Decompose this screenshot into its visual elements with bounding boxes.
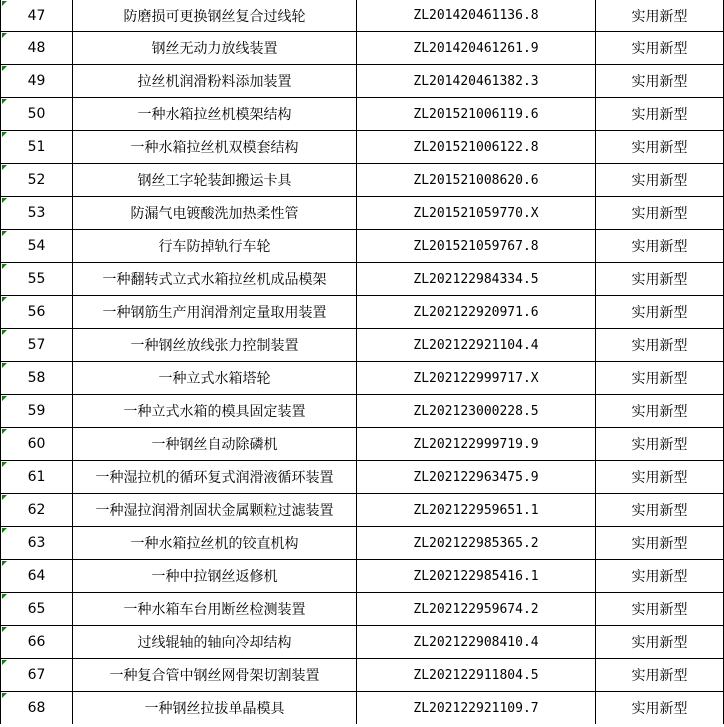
- row-number-cell[interactable]: [1, 494, 73, 527]
- patent-number-text: ZL201521059767.8: [413, 238, 539, 254]
- row-number-text: 59: [27, 403, 46, 419]
- patent-table-body: [1, 0, 724, 724]
- patent-number-cell[interactable]: [357, 362, 596, 395]
- patent-number-cell[interactable]: [357, 560, 596, 593]
- patent-number-cell[interactable]: [357, 131, 596, 164]
- patent-name-text: 一种中拉钢丝返修机: [151, 569, 278, 585]
- patent-name-cell[interactable]: [73, 263, 357, 296]
- patent-number-cell[interactable]: [357, 428, 596, 461]
- table-row[interactable]: [1, 98, 724, 131]
- table-row[interactable]: [1, 593, 724, 626]
- patent-name-text: 一种湿拉润滑剂固状金属颗粒过滤装置: [95, 503, 334, 519]
- patent-type-text: 实用新型: [631, 536, 688, 552]
- patent-type-text: 实用新型: [631, 569, 688, 585]
- patent-name-cell[interactable]: [73, 659, 357, 692]
- patent-type-text: 实用新型: [631, 206, 688, 222]
- row-number-text: 63: [27, 535, 46, 551]
- patent-type-cell[interactable]: [596, 560, 724, 593]
- table-row[interactable]: [1, 32, 724, 65]
- table-row[interactable]: [1, 197, 724, 230]
- patent-type-cell[interactable]: [596, 296, 724, 329]
- patent-name-cell[interactable]: [73, 593, 357, 626]
- patent-number-cell[interactable]: [357, 0, 596, 32]
- table-row[interactable]: [1, 428, 724, 461]
- row-number-text: 66: [27, 634, 46, 650]
- patent-name-cell[interactable]: [73, 461, 357, 494]
- table-row[interactable]: [1, 692, 724, 725]
- patent-type-text: 实用新型: [631, 338, 688, 354]
- table-row[interactable]: [1, 263, 724, 296]
- patent-type-cell[interactable]: [596, 626, 724, 659]
- row-number-text: 65: [27, 601, 46, 617]
- table-row[interactable]: [1, 131, 724, 164]
- table-row[interactable]: [1, 461, 724, 494]
- patent-type-text: 实用新型: [631, 635, 688, 651]
- patent-name-cell[interactable]: [73, 32, 357, 65]
- row-number-text: 58: [27, 370, 46, 386]
- patent-name-text: 过线辊轴的轴向冷却结构: [137, 635, 292, 651]
- patent-number-text: ZL202122911804.5: [413, 667, 539, 683]
- row-number-text: 54: [27, 238, 46, 254]
- cell-comment-marker-icon: [2, 297, 7, 302]
- cell-comment-marker-icon: [2, 660, 7, 665]
- patent-number-cell[interactable]: [357, 164, 596, 197]
- patent-number-text: ZL202122920971.6: [413, 304, 539, 320]
- patent-type-cell[interactable]: [596, 0, 724, 32]
- cell-comment-marker-icon: [2, 495, 7, 500]
- patent-number-cell[interactable]: [357, 494, 596, 527]
- cell-comment-marker-icon: [2, 528, 7, 533]
- row-number-cell[interactable]: [1, 197, 73, 230]
- patent-name-cell[interactable]: [73, 692, 357, 725]
- patent-type-text: 实用新型: [631, 272, 688, 288]
- table-row[interactable]: [1, 494, 724, 527]
- patent-type-text: 实用新型: [631, 503, 688, 519]
- row-number-text: 64: [27, 568, 46, 584]
- patent-type-text: 实用新型: [631, 140, 688, 156]
- patent-type-cell[interactable]: [596, 164, 724, 197]
- patent-name-text: 一种翻转式立式水箱拉丝机成品模架: [102, 272, 327, 288]
- patent-number-text: ZL202123000228.5: [413, 403, 539, 419]
- patent-name-text: 一种水箱拉丝机双模套结构: [130, 140, 299, 156]
- patent-name-text: 一种钢筋生产用润滑剂定量取用装置: [102, 305, 327, 321]
- patent-number-text: ZL202122984334.5: [413, 271, 539, 287]
- row-number-cell[interactable]: [1, 659, 73, 692]
- patent-number-cell[interactable]: [357, 461, 596, 494]
- patent-number-text: ZL202122959674.2: [413, 601, 539, 617]
- patent-name-cell[interactable]: [73, 98, 357, 131]
- cell-comment-marker-icon: [2, 396, 7, 401]
- cell-comment-marker-icon: [2, 231, 7, 236]
- patent-name-cell[interactable]: [73, 197, 357, 230]
- cell-comment-marker-icon: [2, 462, 7, 467]
- row-number-text: 57: [27, 337, 46, 353]
- patent-name-cell[interactable]: [73, 560, 357, 593]
- patent-name-cell[interactable]: [73, 131, 357, 164]
- row-number-text: 67: [27, 667, 46, 683]
- row-number-cell[interactable]: [1, 131, 73, 164]
- row-number-cell[interactable]: [1, 296, 73, 329]
- patent-name-text: 一种水箱拉丝机模架结构: [137, 107, 292, 123]
- patent-name-cell[interactable]: [73, 230, 357, 263]
- patent-name-text: 行车防掉轨行车轮: [158, 239, 271, 255]
- patent-number-text: ZL201521006122.8: [413, 139, 539, 155]
- patent-type-text: 实用新型: [631, 371, 688, 387]
- patent-type-cell[interactable]: [596, 428, 724, 461]
- patent-name-cell[interactable]: [73, 65, 357, 98]
- row-number-text: 62: [27, 502, 46, 518]
- row-number-cell[interactable]: [1, 32, 73, 65]
- cell-comment-marker-icon: [2, 627, 7, 632]
- row-number-cell[interactable]: [1, 329, 73, 362]
- patent-number-cell[interactable]: [357, 230, 596, 263]
- patent-type-cell[interactable]: [596, 494, 724, 527]
- patent-number-cell[interactable]: [357, 65, 596, 98]
- patent-name-cell[interactable]: [73, 329, 357, 362]
- row-number-cell[interactable]: [1, 461, 73, 494]
- patent-type-cell[interactable]: [596, 461, 724, 494]
- patent-name-cell[interactable]: [73, 296, 357, 329]
- patent-name-cell[interactable]: [73, 527, 357, 560]
- table-row[interactable]: [1, 659, 724, 692]
- patent-name-cell[interactable]: [73, 0, 357, 32]
- row-number-cell[interactable]: [1, 692, 73, 725]
- table-row[interactable]: [1, 296, 724, 329]
- patent-name-cell[interactable]: [73, 626, 357, 659]
- patent-type-text: 实用新型: [631, 437, 688, 453]
- row-number-cell[interactable]: [1, 164, 73, 197]
- patent-number-text: ZL202122959651.1: [413, 502, 539, 518]
- patent-name-text: 一种水箱车台用断丝检测装置: [123, 602, 306, 618]
- patent-number-cell[interactable]: [357, 659, 596, 692]
- row-number-cell[interactable]: [1, 230, 73, 263]
- patent-number-text: ZL201521008620.6: [413, 172, 539, 188]
- patent-number-cell[interactable]: [357, 692, 596, 725]
- row-number-cell[interactable]: [1, 65, 73, 98]
- table-row[interactable]: [1, 0, 724, 32]
- row-number-text: 55: [27, 271, 46, 287]
- row-number-cell[interactable]: [1, 593, 73, 626]
- cell-comment-marker-icon: [2, 33, 7, 38]
- patent-type-text: 实用新型: [631, 74, 688, 90]
- patent-number-text: ZL201420461136.8: [413, 8, 539, 23]
- row-number-text: 61: [27, 469, 46, 485]
- patent-number-cell[interactable]: [357, 527, 596, 560]
- patent-name-text: 一种钢丝自动除磷机: [151, 437, 278, 453]
- patent-number-text: ZL202122985365.2: [413, 535, 539, 551]
- patent-name-text: 钢丝无动力放线装置: [151, 41, 278, 57]
- patent-name-text: 一种立式水箱的模具固定装置: [123, 404, 306, 420]
- patent-type-cell[interactable]: [596, 263, 724, 296]
- row-number-text: 50: [27, 106, 46, 122]
- patent-number-cell[interactable]: [357, 593, 596, 626]
- table-row[interactable]: [1, 527, 724, 560]
- cell-comment-marker-icon: [2, 330, 7, 335]
- patent-number-cell[interactable]: [357, 263, 596, 296]
- patent-number-cell[interactable]: [357, 296, 596, 329]
- patent-name-text: 一种钢丝拉拔单晶模具: [144, 701, 285, 717]
- row-number-text: 48: [27, 40, 46, 56]
- patent-number-text: ZL202122985416.1: [413, 568, 539, 584]
- patent-number-text: ZL202122963475.9: [413, 469, 539, 485]
- table-row[interactable]: [1, 65, 724, 98]
- patent-name-cell[interactable]: [73, 164, 357, 197]
- row-number-text: 53: [27, 205, 46, 221]
- patent-type-cell[interactable]: [596, 98, 724, 131]
- patent-name-text: 一种复合管中钢丝网骨架切割装置: [109, 668, 320, 684]
- patent-type-cell[interactable]: [596, 692, 724, 725]
- table-row[interactable]: [1, 230, 724, 263]
- patent-name-text: 一种钢丝放线张力控制装置: [130, 338, 299, 354]
- row-number-cell[interactable]: [1, 395, 73, 428]
- patent-number-text: ZL201420461382.3: [413, 73, 539, 89]
- patent-type-text: 实用新型: [631, 305, 688, 321]
- cell-comment-marker-icon: [2, 165, 7, 170]
- patent-number-text: ZL201521006119.6: [413, 106, 539, 122]
- cell-comment-marker-icon: [2, 363, 7, 368]
- patent-type-text: 实用新型: [631, 173, 688, 189]
- row-number-cell[interactable]: [1, 527, 73, 560]
- patent-type-cell[interactable]: [596, 593, 724, 626]
- table-row[interactable]: [1, 395, 724, 428]
- patent-number-text: ZL202122999717.X: [413, 370, 539, 386]
- patent-type-text: 实用新型: [631, 668, 688, 684]
- cell-comment-marker-icon: [2, 99, 7, 104]
- row-number-cell[interactable]: [1, 0, 73, 32]
- row-number-text: 49: [27, 73, 46, 89]
- patent-name-cell[interactable]: [73, 362, 357, 395]
- patent-type-cell[interactable]: [596, 527, 724, 560]
- patent-type-text: 实用新型: [631, 107, 688, 123]
- patent-name-cell[interactable]: [73, 395, 357, 428]
- patent-number-text: ZL202122999719.9: [413, 436, 539, 452]
- patent-type-cell[interactable]: [596, 230, 724, 263]
- row-number-text: 56: [27, 304, 46, 320]
- table-row[interactable]: [1, 164, 724, 197]
- patent-number-cell[interactable]: [357, 32, 596, 65]
- patent-type-cell[interactable]: [596, 329, 724, 362]
- cell-comment-marker-icon: [2, 198, 7, 203]
- patent-name-text: 钢丝工字轮装卸搬运卡具: [137, 173, 292, 189]
- patent-number-cell[interactable]: [357, 98, 596, 131]
- patent-number-text: ZL201420461261.9: [413, 40, 539, 56]
- patent-name-text: 防磨损可更换钢丝复合过线轮: [123, 8, 306, 25]
- row-number-text: 60: [27, 436, 46, 452]
- row-number-text: 68: [27, 700, 46, 716]
- patent-number-text: ZL202122921104.4: [413, 337, 539, 353]
- patent-name-text: 一种湿拉机的循环复式润滑液循环装置: [95, 470, 334, 486]
- patent-number-text: ZL202122921109.7: [413, 700, 539, 716]
- patent-type-cell[interactable]: [596, 197, 724, 230]
- patent-name-text: 一种立式水箱塔轮: [158, 371, 271, 387]
- patent-number-cell[interactable]: [357, 197, 596, 230]
- patent-type-text: 实用新型: [631, 239, 688, 255]
- patent-name-cell[interactable]: [73, 428, 357, 461]
- patent-type-text: 实用新型: [631, 41, 688, 57]
- cell-comment-marker-icon: [2, 66, 7, 71]
- row-number-cell[interactable]: [1, 98, 73, 131]
- cell-comment-marker-icon: [2, 132, 7, 137]
- row-number-text: 51: [27, 139, 46, 155]
- patent-type-cell[interactable]: [596, 65, 724, 98]
- cell-comment-marker-icon: [2, 1, 7, 6]
- row-number-cell[interactable]: [1, 263, 73, 296]
- patent-number-text: ZL201521059770.X: [413, 205, 539, 221]
- patent-number-cell[interactable]: [357, 395, 596, 428]
- patent-number-cell[interactable]: [357, 626, 596, 659]
- patent-type-cell[interactable]: [596, 362, 724, 395]
- patent-type-text: 实用新型: [631, 8, 688, 25]
- patent-number-cell[interactable]: [357, 329, 596, 362]
- cell-comment-marker-icon: [2, 693, 7, 698]
- patent-type-text: 实用新型: [631, 470, 688, 486]
- patent-name-cell[interactable]: [73, 494, 357, 527]
- row-number-cell[interactable]: [1, 362, 73, 395]
- patent-number-text: ZL202122908410.4: [413, 634, 539, 650]
- row-number-text: 47: [27, 7, 46, 24]
- table-row[interactable]: [1, 329, 724, 362]
- patent-name-text: 防漏气电镀酸洗加热柔性管: [130, 206, 299, 222]
- patent-type-cell[interactable]: [596, 659, 724, 692]
- row-number-cell[interactable]: [1, 560, 73, 593]
- patent-type-text: 实用新型: [631, 404, 688, 420]
- table-row[interactable]: [1, 560, 724, 593]
- patent-name-text: 拉丝机润滑粉料添加装置: [137, 74, 292, 90]
- cell-comment-marker-icon: [2, 561, 7, 566]
- cell-comment-marker-icon: [2, 594, 7, 599]
- cell-comment-marker-icon: [2, 429, 7, 434]
- patent-type-cell[interactable]: [596, 395, 724, 428]
- patent-type-cell[interactable]: [596, 32, 724, 65]
- patent-type-text: 实用新型: [631, 602, 688, 618]
- row-number-cell[interactable]: [1, 428, 73, 461]
- row-number-cell[interactable]: [1, 626, 73, 659]
- patent-name-text: 一种水箱拉丝机的铰直机构: [130, 536, 299, 552]
- patent-type-cell[interactable]: [596, 131, 724, 164]
- table-row[interactable]: [1, 362, 724, 395]
- patent-type-text: 实用新型: [631, 701, 688, 717]
- cell-comment-marker-icon: [2, 264, 7, 269]
- row-number-text: 52: [27, 172, 46, 188]
- table-row[interactable]: [1, 626, 724, 659]
